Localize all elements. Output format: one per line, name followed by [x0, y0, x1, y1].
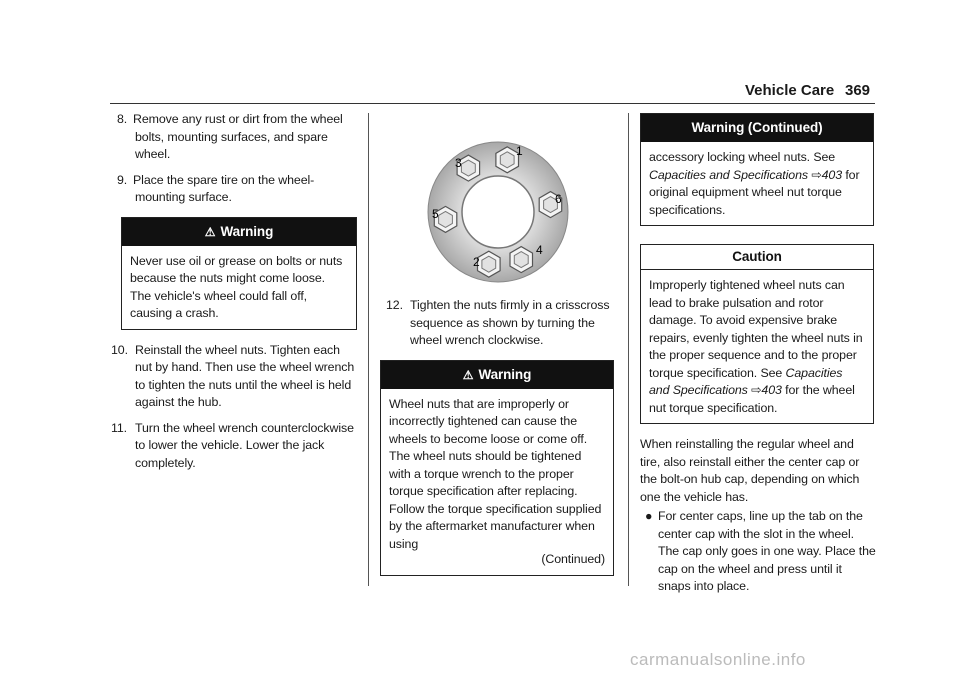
lug-nut — [478, 251, 501, 277]
warning-body: Never use oil or grease on bolts or nuts because the nuts might come loose. The vehicle's wheel could fall off, causing a crash. — [130, 253, 343, 320]
caution-box — [640, 244, 874, 424]
warning-triangle-icon: ⚠ — [204, 224, 216, 239]
section-title: Vehicle Care — [745, 82, 835, 99]
nut-label-2: 2 — [473, 255, 480, 269]
caution-header: Caution — [641, 245, 873, 270]
lug-nut — [510, 247, 533, 273]
warning-header: ⚠ Warning — [381, 361, 613, 389]
column-divider-left — [368, 113, 369, 586]
step-10: 10. Reinstall the wheel nuts. Tighten each nut by hand. Then use the wheel wrench to tighten the nuts until the wheel is held against the hub. — [111, 342, 355, 409]
warning-body: Wheel nuts that are improperly or incorrectly tightened can cause the wheels to become loose or come off. The wheel nuts should be tightened with a torque wrench to the proper torque specification after replacing. Follow the torque specification supplied by the aftermarket manufacturer when using — [389, 396, 602, 551]
warning-continued-header: Warning (Continued) — [641, 114, 873, 142]
bullet-item: ● For center caps, line up the tab on the center cap with the slot in the wheel. The cap only goes in one way. Place the cap on the wheel and press until it snaps into place. — [645, 509, 876, 593]
header-rule — [110, 103, 875, 104]
right-column — [640, 113, 876, 596]
page-ref-arrow-icon: ⇨ — [811, 167, 822, 182]
caution-body: Improperly tightened wheel nuts can lead to brake pulsation and rotor damage. To avoid expensive brake repairs, evenly tighten the wheel nuts in the proper sequence and to the proper torque specification. See Capacities and Specifications ⇨403 for the wheel nut torque specification. — [649, 278, 863, 415]
middle-column — [380, 297, 616, 588]
step-11: 11. Turn the wheel wrench counterclockwise to lower the vehicle. Lower the jack completely. — [111, 420, 354, 470]
left-column — [105, 111, 357, 480]
step-9: 9. Place the spare tire on the wheel-mounting surface. — [117, 172, 315, 204]
continued-label: (Continued) — [541, 552, 605, 566]
step-12: 12. Tighten the nuts firmly in a crisscross sequence as shown by turning the wheel wrench clockwise. — [386, 298, 610, 347]
warning-box-left — [121, 217, 357, 330]
column-divider-right — [628, 113, 629, 586]
xref-link[interactable]: Capacities and Specifications — [649, 365, 843, 397]
nut-label-5: 5 — [432, 207, 439, 221]
warning-header: ⚠ Warning — [122, 218, 356, 246]
watermark: carmanualsonline.info — [630, 650, 806, 669]
step-8: 8. Remove any rust or dirt from the wheel bolts, mounting surfaces, and spare wheel. — [117, 112, 343, 161]
xref-link[interactable]: Capacities and Specifications — [649, 167, 808, 182]
xref-page[interactable]: 403 — [761, 383, 782, 397]
wheel-nut-sequence-figure — [418, 130, 578, 290]
reinstall-paragraph: When reinstalling the regular wheel and tire, also reinstall either the center cap or the bolt-on hub cap, depending on which one the vehicle has. — [640, 437, 860, 504]
warning-continued-body: accessory locking wheel nuts. See Capacities and Specifications ⇨403 for original equipment wheel nut torque specifications. — [649, 150, 860, 217]
warning-continued-box — [640, 113, 874, 226]
nut-label-6: 6 — [555, 192, 562, 206]
nut-label-1: 1 — [516, 144, 523, 158]
warning-triangle-icon: ⚠ — [462, 367, 474, 382]
nut-label-4: 4 — [536, 243, 543, 257]
warning-box-middle — [380, 360, 614, 576]
page-number: 369 — [845, 82, 871, 99]
bullet-dot-icon: ● — [645, 509, 653, 523]
xref-page[interactable]: 403 — [821, 167, 842, 182]
page-ref-arrow-icon: ⇨ — [751, 383, 762, 397]
hub-center-hole — [462, 176, 534, 248]
nut-label-3: 3 — [455, 156, 462, 170]
